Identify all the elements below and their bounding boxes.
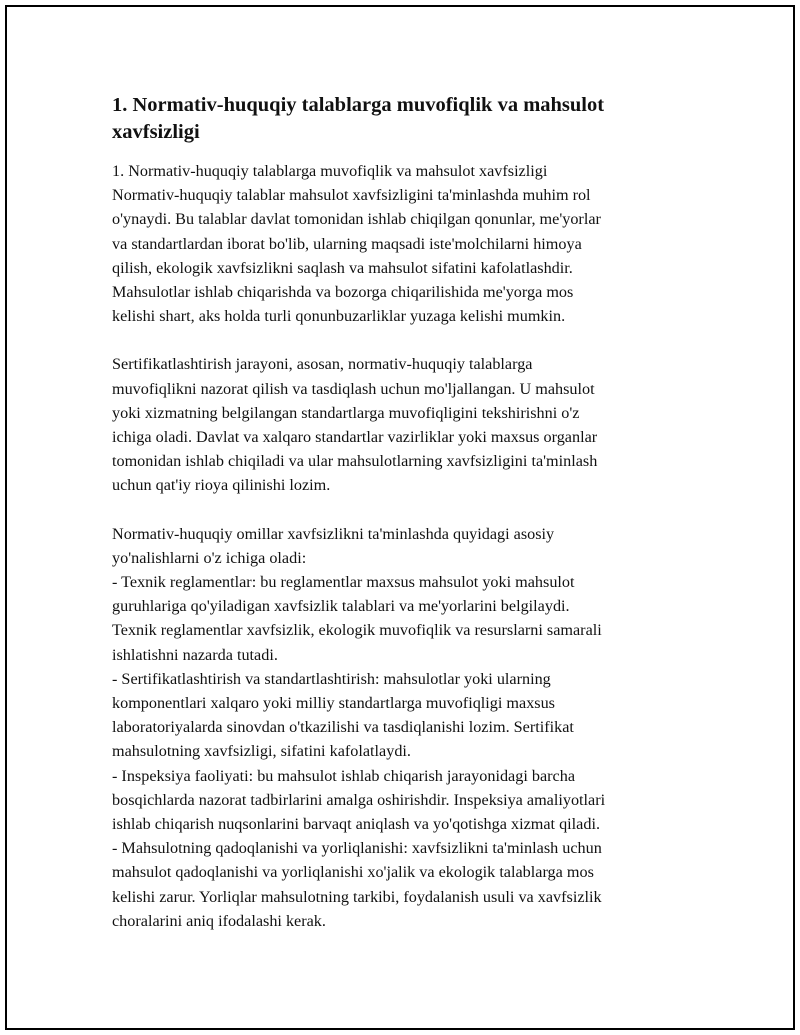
- text-line: Sertifikatlashtirish jarayoni, asosan, normativ-huquqiy talablarga: [112, 355, 533, 374]
- paragraph-2: [112, 352, 692, 497]
- text-line: uchun qat'iy rioya qilinishi lozim.: [112, 476, 331, 495]
- list-item-line: - Mahsulotning qadoqlanishi va yorliqlanishi: xavfsizlikni ta'minlash uchun: [112, 839, 602, 858]
- text-line: yoki xizmatning belgilangan standartlarga muvofiqligini tekshirishni o'z: [112, 403, 580, 422]
- list-item-line: - Inspeksiya faoliyati: bu mahsulot ishlab chiqarish jarayonidagi barcha: [112, 766, 576, 785]
- text-line: ishlatishni nazarda tutadi.: [112, 645, 278, 664]
- text-line: komponentlari xalqaro yoki milliy standartlarga muvofiqligi maxsus: [112, 694, 555, 713]
- text-line: Mahsulotlar ishlab chiqarishda va bozorga chiqarilishida me'yorga mos: [112, 283, 574, 302]
- text-line: qilish, ekologik xavfsizlikni saqlash va mahsulot sifatini kafolatlashdir.: [112, 258, 573, 277]
- list-item-line: - Sertifikatlashtirish va standartlashtirish: mahsulotlar yoki ularning: [112, 669, 551, 688]
- text-line: ishlab chiqarish nuqsonlarini barvaqt aniqlash va yo'qotishga xizmat qiladi.: [112, 815, 600, 834]
- text-line: va standartlardan iborat bo'lib, ularning maqsadi iste'molchilarni himoya: [112, 234, 582, 253]
- text-line: laboratoriyalarda sinovdan o'tkazilishi va tasdiqlanishi lozim. Sertifikat: [112, 718, 574, 737]
- list-item-line: - Texnik reglamentlar: bu reglamentlar maxsus mahsulot yoki mahsulot: [112, 573, 575, 592]
- text-line: choralarini aniq ifodalashi kerak.: [112, 911, 326, 930]
- title-line: 1. Normativ-huquqiy talablarga muvofiqlik va mahsulot: [112, 94, 605, 116]
- paragraph-3: [112, 522, 692, 933]
- text-line: Normativ-huquqiy omillar xavfsizlikni ta'minlashda quyidagi asosiy: [112, 524, 555, 543]
- text-line: Normativ-huquqiy talablar mahsulot xavfsizligini ta'minlashda muhim rol: [112, 186, 591, 205]
- text-line: Texnik reglamentlar xavfsizlik, ekologik muvofiqlik va resurslarni samarali: [112, 621, 602, 640]
- text-line: muvofiqlikni nazorat qilish va tasdiqlash uchun mo'ljallangan. U mahsulot: [112, 379, 595, 398]
- text-line: bosqichlarda nazorat tadbirlarini amalga oshirishdir. Inspeksiya amaliyotlari: [112, 790, 606, 809]
- text-line: mahsulot qadoqlanishi va yorliqlanishi xo'jalik va ekologik talablarga mos: [112, 863, 594, 882]
- document-title: [112, 92, 692, 146]
- document-body: [112, 92, 692, 933]
- text-line: kelishi shart, aks holda turli qonunbuzarliklar yuzaga kelishi mumkin.: [112, 307, 566, 326]
- text-line: 1. Normativ-huquqiy talablarga muvofiqlik va mahsulot xavfsizligi: [112, 162, 548, 180]
- text-line: ichiga oladi. Davlat va xalqaro standartlar vazirliklar yoki maxsus organlar: [112, 428, 598, 447]
- text-line: kelishi zarur. Yorliqlar mahsulotning tarkibi, foydalanish usuli va xavfsizlik: [112, 887, 602, 906]
- text-line: tomonidan ishlab chiqiladi va ular mahsulotlarning xavfsizligini ta'minlash: [112, 452, 598, 471]
- title-line: xavfsizligi: [112, 121, 200, 143]
- text-line: yo'nalishlarni o'z ichiga oladi:: [112, 548, 307, 567]
- text-line: guruhlariga qo'yiladigan xavfsizlik talablari va me'yorlarini belgilaydi.: [112, 597, 570, 616]
- paragraph-1: [112, 159, 692, 328]
- text-line: mahsulotning xavfsizligi, sifatini kafolatlaydi.: [112, 742, 411, 761]
- text-line: o'ynaydi. Bu talablar davlat tomonidan ishlab chiqilgan qonunlar, me'yorlar: [112, 210, 601, 229]
